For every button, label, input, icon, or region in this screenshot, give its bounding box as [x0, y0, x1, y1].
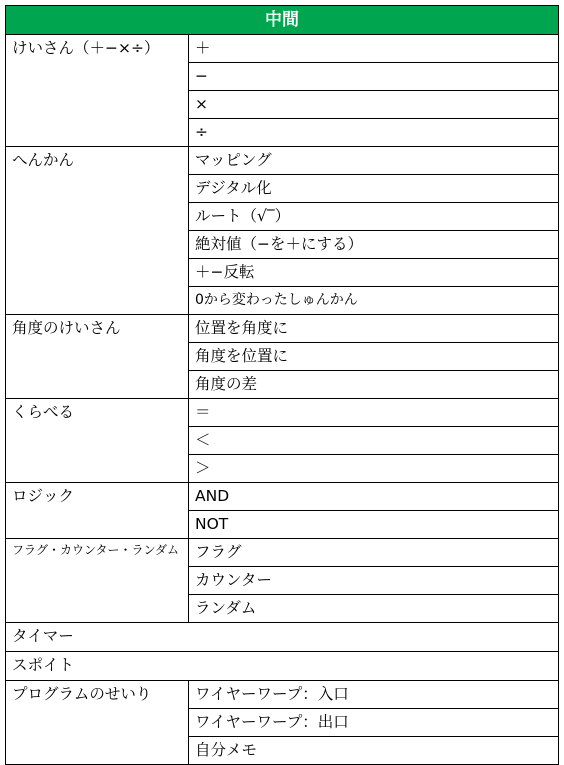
table-row [6, 623, 559, 652]
category-label: ロジック [6, 483, 189, 539]
table-row [6, 315, 559, 343]
list-item: ルート（√‾） [189, 203, 559, 231]
list-item: カウンター [189, 567, 559, 595]
list-item: 絶対値（−を＋にする） [189, 231, 559, 259]
table-row [6, 399, 559, 427]
list-item: − [189, 63, 559, 91]
list-item: AND [189, 483, 559, 511]
list-item: ＝ [189, 399, 559, 427]
table-title: 中間 [6, 6, 559, 35]
table-row [6, 147, 559, 175]
list-item: ÷ [189, 119, 559, 147]
list-item: 自分メモ [189, 737, 559, 765]
list-item: 角度の差 [189, 371, 559, 399]
list-item: ワイヤーワープ：出口 [189, 709, 559, 737]
list-item: 0から変わったしゅんかん [189, 287, 559, 315]
list-item: 角度を位置に [189, 343, 559, 371]
table-row [6, 35, 559, 63]
category-label: へんかん [6, 147, 189, 315]
category-table [5, 5, 559, 765]
category-label: くらべる [6, 399, 189, 483]
category-label: けいさん（＋−×÷） [6, 35, 189, 147]
list-item: ＋−反転 [189, 259, 559, 287]
table-row [6, 539, 559, 567]
list-item: ＞ [189, 455, 559, 483]
category-label: 角度のけいさん [6, 315, 189, 399]
table-row [6, 652, 559, 681]
category-label: タイマー [6, 623, 559, 652]
table-row [6, 483, 559, 511]
category-label: フラグ・カウンター・ランダム [6, 539, 189, 623]
list-item: ＜ [189, 427, 559, 455]
list-item: ワイヤーワープ：入口 [189, 681, 559, 709]
header-row [6, 6, 559, 35]
table-row [6, 681, 559, 709]
list-item: 位置を角度に [189, 315, 559, 343]
category-label: スポイト [6, 652, 559, 681]
list-item: NOT [189, 511, 559, 539]
list-item: ＋ [189, 35, 559, 63]
list-item: デジタル化 [189, 175, 559, 203]
list-item: ランダム [189, 595, 559, 623]
list-item: フラグ [189, 539, 559, 567]
category-label: プログラムのせいり [6, 681, 189, 765]
list-item: × [189, 91, 559, 119]
list-item: マッピング [189, 147, 559, 175]
